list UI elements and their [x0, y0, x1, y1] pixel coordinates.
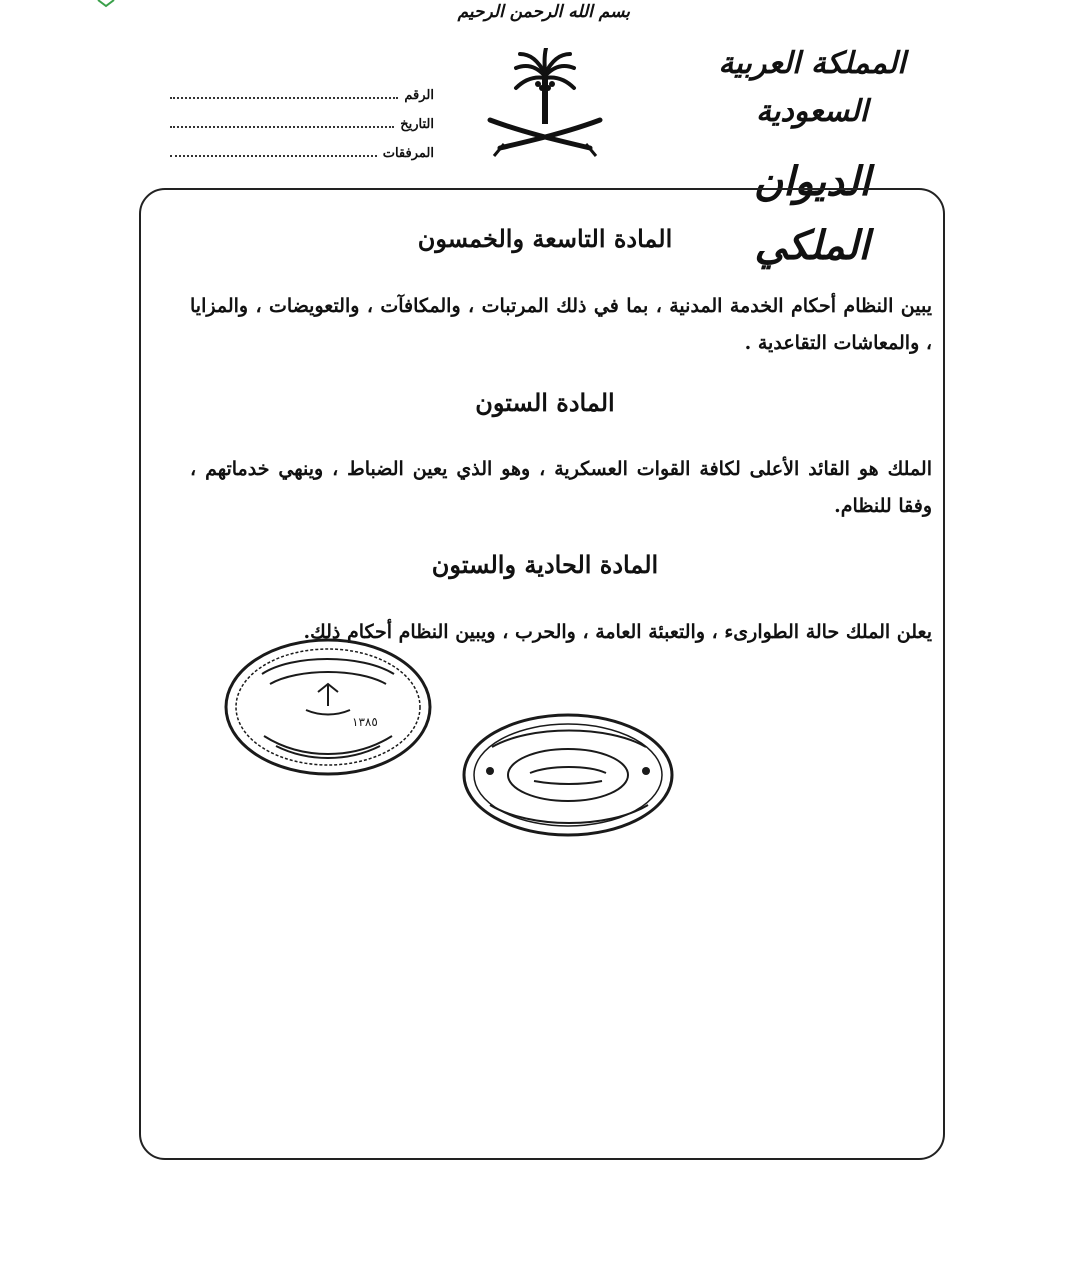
date-line	[170, 115, 394, 128]
article-61-text: يعلن الملك حالة الطوارىء ، والتعبئة العامة ، والحرب ، ويبين النظام أحكام ذلك.	[303, 621, 932, 643]
reference-number-line	[170, 86, 398, 99]
reference-number-row	[170, 86, 434, 115]
footer-mark	[130, 1252, 370, 1264]
article-59-title: المادة التاسعة والخمسون	[417, 224, 673, 253]
reference-number-label: الرقم	[404, 88, 434, 103]
date-row	[170, 115, 434, 144]
reference-fields	[170, 86, 434, 173]
kingdom-name: المملكة العربية السعودية	[718, 46, 906, 129]
basmala: بسم الله الرحمن الرحيم	[457, 2, 630, 22]
corner-mark-icon	[96, 0, 116, 8]
palm-and-swords-emblem-icon	[486, 48, 604, 166]
article-61-title: المادة الحادية والستون	[431, 550, 659, 579]
royal-court-seal	[222, 636, 434, 778]
royal-court-seal-icon	[222, 636, 434, 778]
article-60-title: المادة الستون	[475, 388, 615, 417]
council-seal-icon	[460, 711, 676, 839]
article-60-text: الملك هو القائد الأعلى لكافة القوات العسكرية ، وهو الذي يعين الضباط ، وينهي خدماتهم ، وفقا للنظام.	[190, 458, 932, 517]
attachments-line	[170, 144, 377, 157]
attachments-label: المرفقات	[382, 146, 434, 161]
royal-court-name: الديوان الملكي	[753, 158, 871, 269]
attachments-row	[170, 144, 434, 173]
date-label: التاريخ	[400, 117, 434, 132]
council-of-ministers-seal	[460, 711, 676, 839]
article-59-text: يبين النظام أحكام الخدمة المدنية ، بما في ذلك المرتبات ، والمكافآت ، والتعويضات ، والمزايا ، والمعاشات التقاعدية .	[190, 295, 932, 354]
royal-seal-year: ١٣٨٥	[352, 715, 378, 729]
